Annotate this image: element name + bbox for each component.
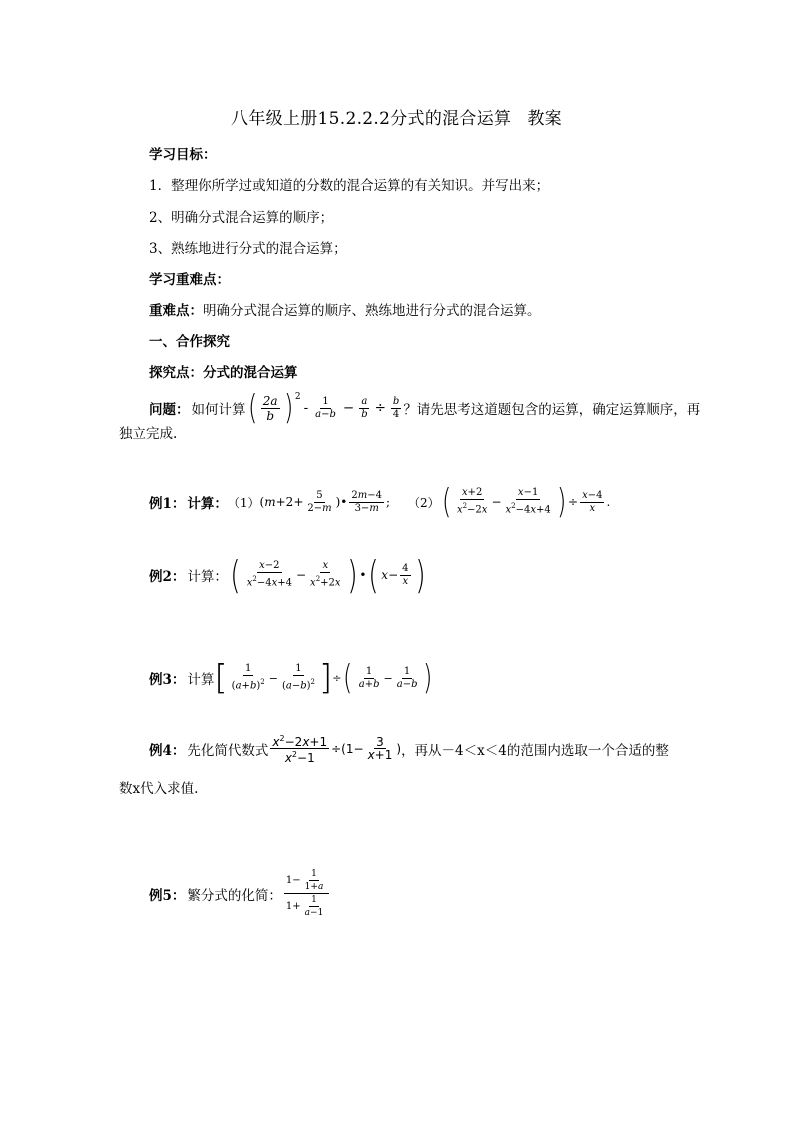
page-title xyxy=(0,104,793,129)
example-2-label: 例2： xyxy=(149,569,186,585)
example-4-lead: 先化简代数式 xyxy=(187,742,269,759)
subsection-line xyxy=(149,364,298,382)
keypoints-heading: 学习重难点： xyxy=(149,272,230,288)
example-3-text: 计算 xyxy=(187,672,215,688)
question-line2: 独立完成. xyxy=(119,426,178,442)
example-4-label: 例4： xyxy=(149,742,186,759)
example-1-part2-label: （2） xyxy=(408,495,440,510)
question-lead: 如何计算 xyxy=(191,402,246,418)
objective-1: 1．整理你所学过或知道的分数的混合运算的有关知识。并写出来； xyxy=(149,178,550,194)
keypoints-line xyxy=(149,302,541,320)
example-3-label: 例3： xyxy=(149,672,186,688)
keypoints-label: 重难点： xyxy=(149,303,203,319)
example-3-formula: [ $\frac{1}{(a+b)^2}$ − $\frac{1}{(a-b)^2}$ ] ÷ ( $\frac{1}{a+b}$ − $\frac{1}{a-b}$ ) xyxy=(214,658,433,698)
objective-3: 3、熟练地进行分式的混合运算； xyxy=(149,241,347,257)
subsection-text: 分式的混合运算 xyxy=(203,365,298,381)
question-line xyxy=(149,388,700,428)
example-3 xyxy=(149,658,435,698)
section-heading: 一、合作探究 xyxy=(149,334,230,350)
example-1 xyxy=(149,482,610,522)
question-tail: ？请先思考这道题包含的运算，确定运算顺序，再 xyxy=(403,402,701,418)
example-5-text: 繁分式的化简： xyxy=(187,887,282,904)
subsection-label: 探究点： xyxy=(149,365,203,381)
question-formula: ( $\frac{2a}{b}$ ) 2 - $\frac{1}{a-b}$ − $\frac{a}{b}$ ÷ $\frac{b}{4}$ xyxy=(247,388,400,428)
example-5-label: 例5： xyxy=(149,887,186,904)
example-1-formula-2: ( $\frac{x+2}{x^2-2x}$ − $\frac{x-1}{x^2-4x+4}$ ) ÷ $\frac{x-4}{x}$ . xyxy=(441,482,611,522)
example-2 xyxy=(149,553,427,597)
example-1-part1-label: （1） xyxy=(227,495,260,510)
example-1-text: 计算： xyxy=(187,496,228,512)
example-2-text: 计算： xyxy=(187,569,228,585)
keypoints-text: 明确分式混合运算的顺序、熟练地进行分式的混合运算。 xyxy=(203,303,541,319)
example-4 xyxy=(149,733,669,764)
example-4-line2: 数x代入求值. xyxy=(119,781,199,797)
objectives-heading: 学习目标： xyxy=(149,147,217,163)
question-label: 问题： xyxy=(149,402,190,418)
example-5 xyxy=(149,868,329,919)
example-1-label: 例1： xyxy=(149,496,186,512)
example-4-tail: ，再从－4＜x＜4的范围内选取一个合适的整 xyxy=(401,742,669,759)
example-1-formula-1: ( m +2+ $\frac{5}{2-m}$ )• $\frac{2m-4}{3-m}$ ; xyxy=(259,489,391,514)
example-4-formula: $\frac{x^2-2x+1}{x^2-1}$ ÷(1− $\frac{3}{x+1}$ ) xyxy=(272,734,402,765)
title-main: 八年级上册15.2.2.2分式的混合运算 xyxy=(231,109,512,129)
title-suffix: 教案 xyxy=(527,109,562,129)
objective-2: 2、明确分式混合运算的顺序； xyxy=(149,210,334,226)
example-2-formula: ( $\frac{x-2}{x^2-4x+4}$ − $\frac{x}{x^2+2x}$ ) • ( x − $\frac{4}{x}$ ) xyxy=(230,553,426,597)
example-5-formula: 1− $\frac{1}{1+a}$ 1+ $\frac{1}{a-1}$ xyxy=(284,868,329,919)
